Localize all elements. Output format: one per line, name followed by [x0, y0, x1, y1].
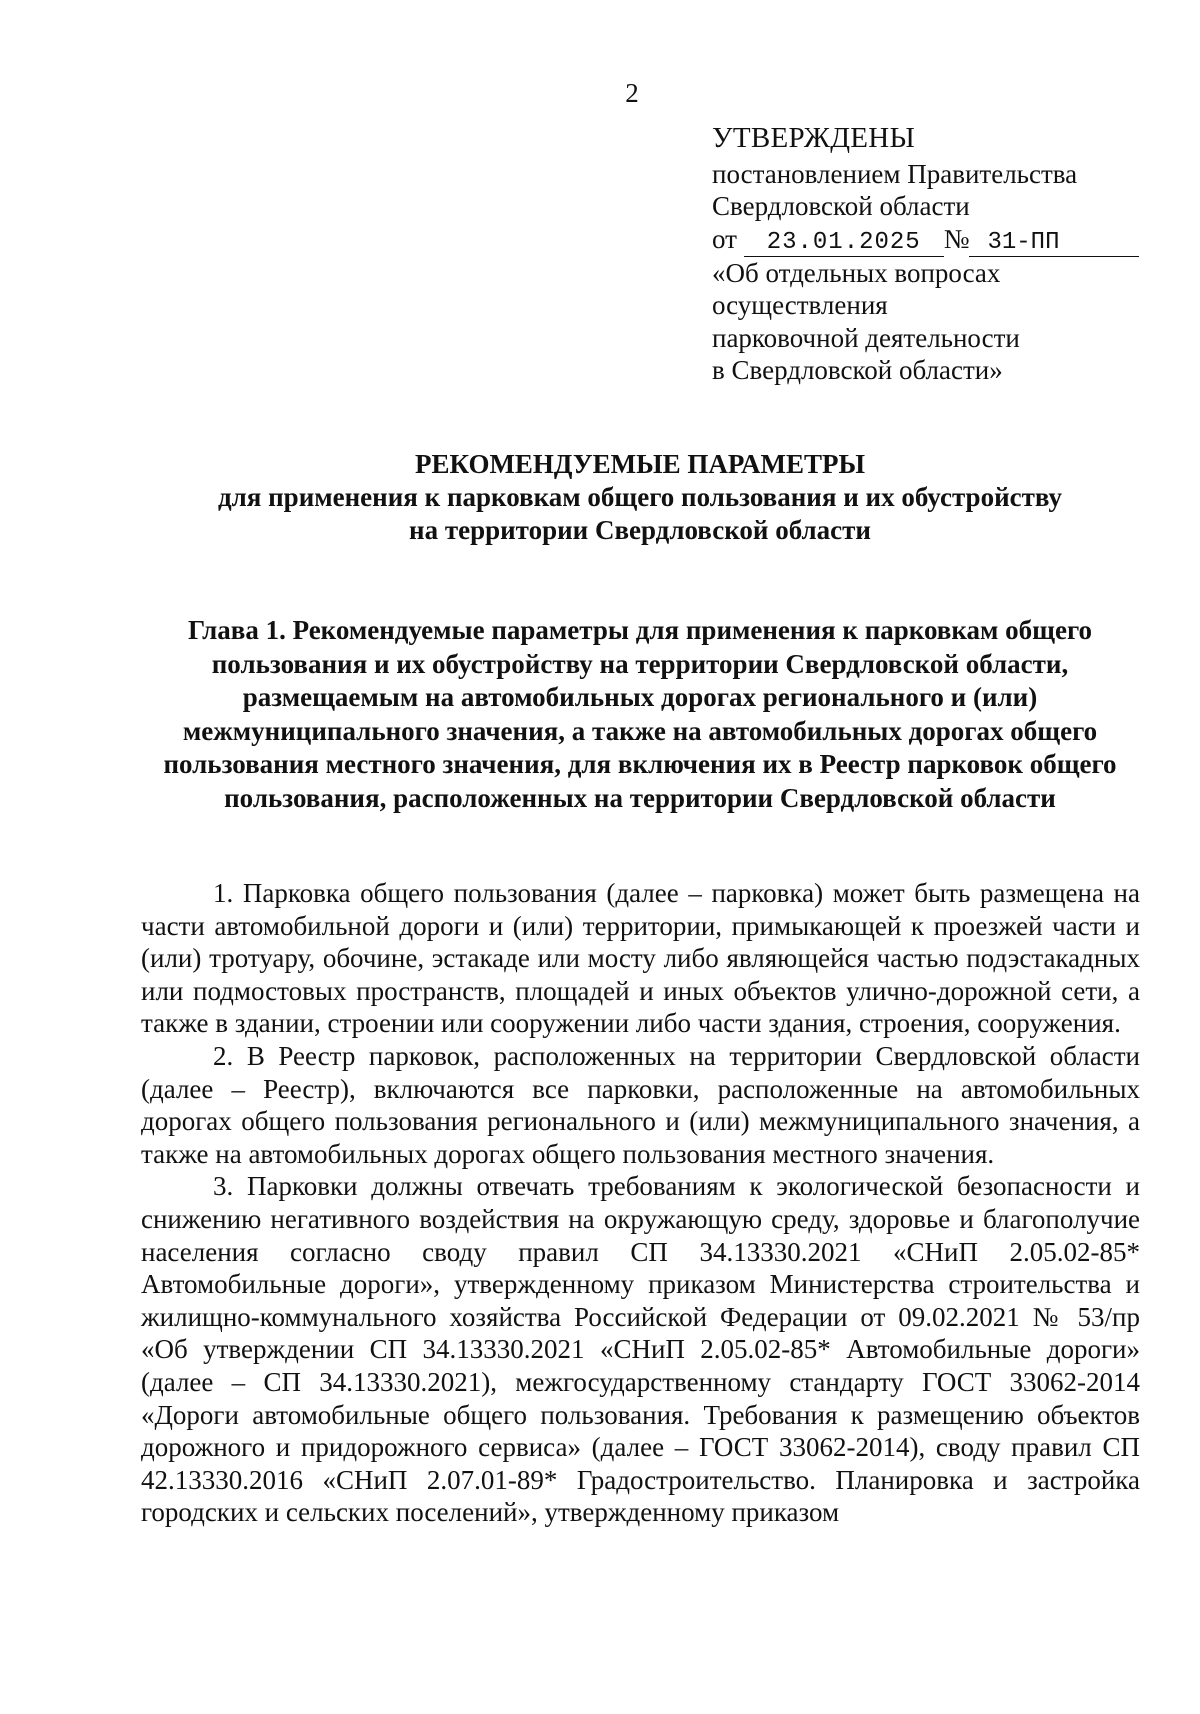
approval-stamp	[712, 122, 1139, 387]
chapter-line-3: размещаемым на автомобильных дорогах регионального и (или)	[242, 682, 1038, 712]
title-line-1: РЕКОМЕНДУЕМЫЕ ПАРАМЕТРЫ	[415, 449, 865, 479]
approval-subject-3: парковочной деятельности	[712, 322, 1020, 353]
paragraph-3: 3. Парковки должны отвечать требованиям к экологической безопасности и снижению негативного воздействия на окружающую среду, здоровье и благополучие населения согласно своду правил СП 34.13330.2021 «СНиП 2.05.02-85* Автомобильные дороги», утвержденному приказом Министерства строительства и жилищно-коммунального хозяйства Российской Федерации от 09.02.2021 № 53/пр «Об утверждении СП 34.13330.2021 «СНиП 2.05.02-85* Автомобильные дороги» (далее – СП 34.13330.2021), межгосударственному стандарту ГОСТ 33062-2014 «Дороги автомобильные общего пользования. Требования к размещению объектов дорожного и придорожного сервиса» (далее – ГОСТ 33062-2014), своду правил СП 42.13330.2016 «СНиП 2.07.01-89* Градостроительство. Планировка и застройка городских и сельских поселений», утвержденному приказом	[141, 1171, 1140, 1528]
approval-subject-2: осуществления	[712, 290, 888, 320]
document-title	[140, 448, 1140, 547]
approval-number: 31-ПП	[969, 230, 1139, 257]
chapter-line-4: межмуниципального значения, а также на автомобильных дорогах общего	[182, 715, 1098, 746]
chapter-line-2: пользования и их обустройству на территории Свердловской области,	[211, 648, 1069, 679]
title-line-2: для применения к парковкам общего пользования и их обустройству	[217, 482, 1063, 512]
title-line-3: на территории Свердловской области	[409, 515, 871, 545]
approval-subject-1: «Об отдельных вопросах	[712, 257, 1001, 288]
chapter-line-6: пользования, расположенных на территории Свердловской области	[224, 782, 1056, 813]
approval-subject-4: в Свердловской области»	[712, 355, 1003, 385]
approval-line-2: Свердловской области	[712, 191, 970, 221]
page-number: 2	[625, 78, 639, 108]
number-prefix: №	[943, 223, 970, 254]
approval-date-line	[712, 223, 1139, 257]
date-prefix: от	[712, 223, 737, 254]
chapter-line-1: Глава 1. Рекомендуемые параметры для применения к парковкам общего	[187, 615, 1093, 645]
chapter-heading	[140, 614, 1140, 815]
approval-heading: УТВЕРЖДЕНЫ	[712, 122, 916, 154]
paragraph-2: 2. В Реестр парковок, расположенных на территории Свердловской области (далее – Реестр), включаются все парковки, расположенные на автомобильных дорогах общего пользования регионального и (или) межмуниципального значения, а также на автомобильных дорогах общего пользования местного значения.	[141, 1040, 1140, 1169]
approval-line-1: постановлением Правительства	[712, 158, 1078, 189]
approval-date: 23.01.2025	[744, 230, 944, 257]
paragraph-1: 1. Парковка общего пользования (далее – парковка) может быть размещена на части автомобильной дороги и (или) территории, примыкающей к проезжей части и (или) тротуару, обочине, эстакаде или мосту либо являющейся частью подэстакадных или подмостовых пространств, площадей и иных объектов улично-дорожной сети, а также в здании, строении или сооружении либо части здания, строения, сооружения.	[141, 878, 1140, 1039]
chapter-line-5: пользования местного значения, для включения их в Реестр парковок общего	[163, 749, 1117, 779]
document-body	[141, 877, 1140, 1529]
